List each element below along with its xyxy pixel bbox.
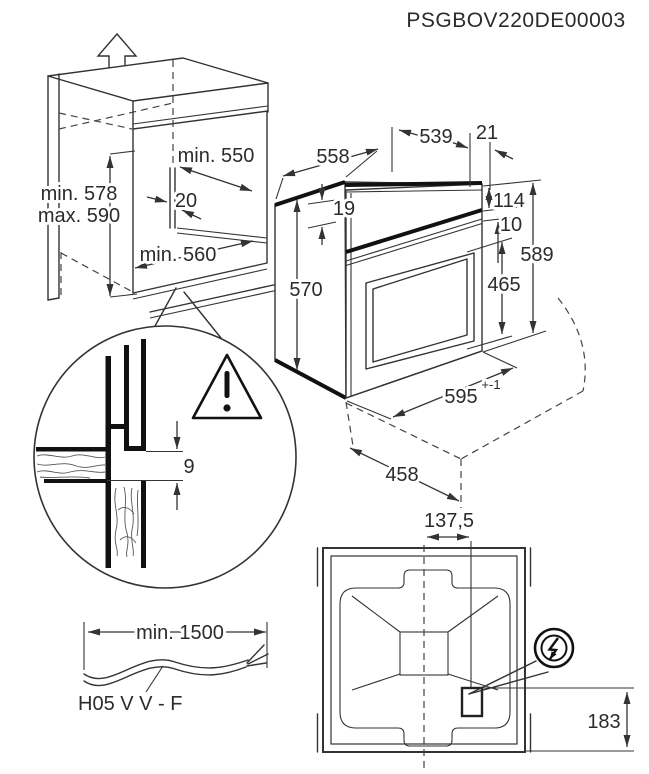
dim-niche-height-min: min. 578	[40, 183, 118, 205]
detail-circle	[34, 326, 296, 588]
dim-mains-offset-y: 183	[587, 711, 621, 733]
dim-mains-offset-x: 137,5	[423, 510, 475, 532]
cabinet-drawing	[38, 34, 278, 338]
dim-base-depth: 458	[385, 464, 419, 486]
dim-niche-width: min. 560	[139, 244, 217, 266]
dim-niche-depth: min. 550	[177, 145, 255, 167]
rear-view-drawing	[318, 510, 635, 770]
dim-rear-top-gap: 21	[475, 122, 499, 144]
dim-control-panel-height: 114	[493, 190, 525, 212]
dim-body-depth: 558	[316, 146, 350, 168]
dim-top-clearance: 19	[332, 198, 356, 220]
cable-drawing	[78, 622, 268, 715]
dim-cable-length: min. 1500	[136, 622, 224, 644]
dim-panel-door-gap: 10	[499, 214, 523, 236]
dim-front-width: 595	[444, 386, 478, 408]
dim-top-depth: 539	[419, 126, 453, 148]
dim-body-height: 570	[289, 279, 323, 301]
cable-type-label: H05 V V - F	[78, 693, 183, 715]
dim-fixing-gap: 9	[183, 456, 195, 478]
dim-front-width-tolerance: +-1	[481, 377, 501, 392]
oven-drawing	[275, 122, 585, 508]
dim-front-height: 589	[520, 244, 554, 266]
dim-door-height: 465	[487, 274, 521, 296]
dim-rear-clearance: 20	[174, 190, 198, 212]
dim-niche-height-max: max. 590	[37, 205, 121, 227]
document-code: PSGBOV220DE00003	[406, 9, 626, 32]
